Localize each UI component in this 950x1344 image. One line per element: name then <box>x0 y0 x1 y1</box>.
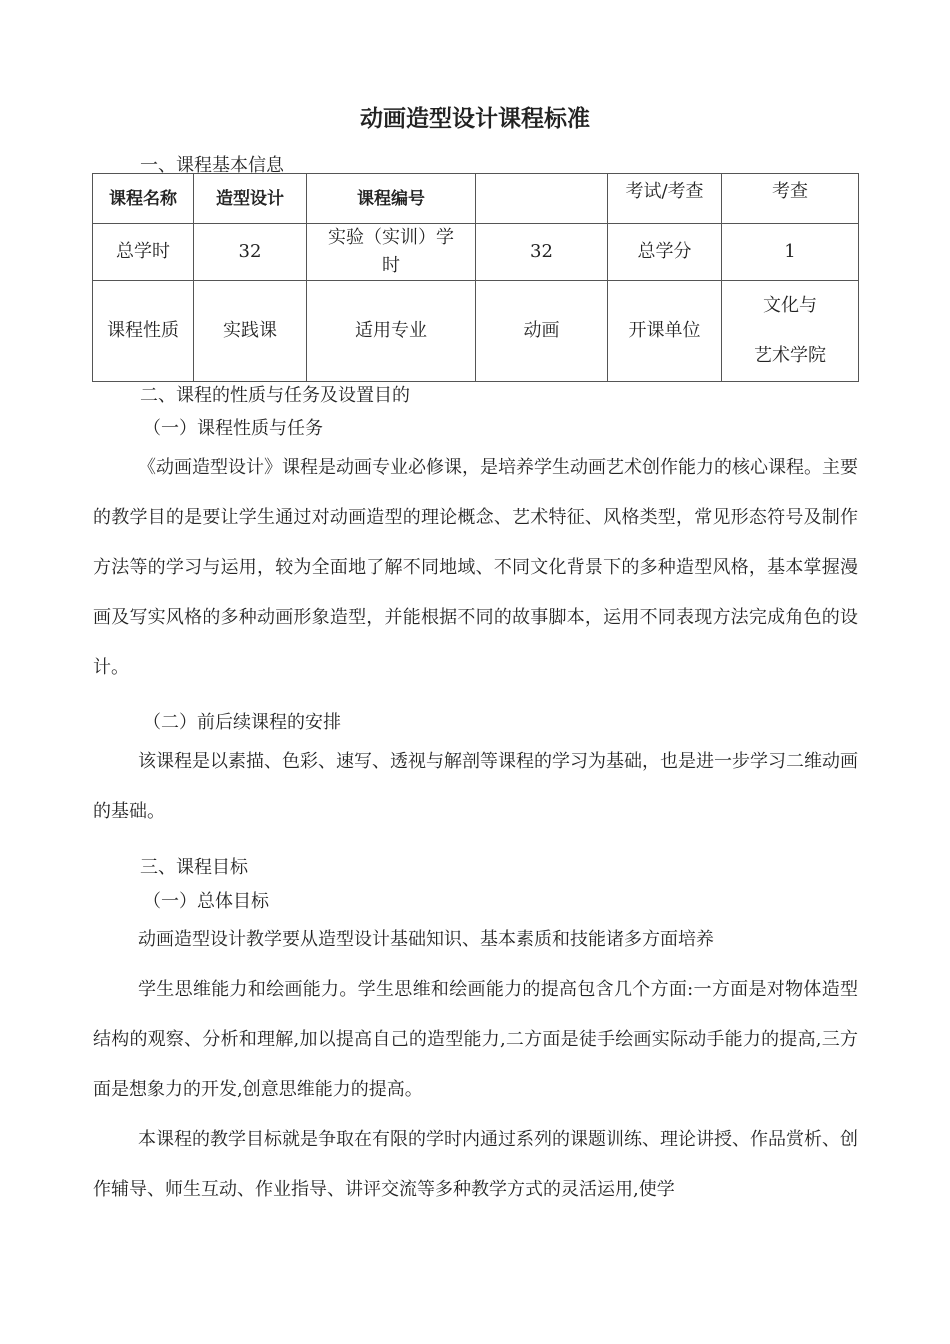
table-cell: 动画 <box>476 281 608 382</box>
subsection-nature-task: （一）课程性质与任务 <box>143 418 323 439</box>
paragraph-teaching-goal: 本课程的教学目标就是争取在有限的学时内通过系列的课题训练、理论讲授、作品赏析、创作辅导、师生互动、作业指导、讲评交流等多种教学方式的灵活运用,使学 <box>93 1129 858 1200</box>
table-cell: 实验（实训）学时 <box>307 224 476 281</box>
course-info-table <box>92 173 859 382</box>
table-cell: 考试/考查 <box>608 174 722 224</box>
paragraph-course-nature: 《动画造型设计》课程是动画专业必修课，是培养学生动画艺术创作能力的核心课程。主要的教学目的是要让学生通过对动画造型的理论概念、艺术特征、风格类型，常见形态符号及制作方法等的学习与运用，较为全面地了解不同地域、不同文化背景下的多种造型风格，基本掌握漫画及写实风格的多种动画形象造型，并能根据不同的故事脚本，运用不同表现方法完成角色的设计。 <box>93 457 858 678</box>
table-cell: 课程性质 <box>93 281 194 382</box>
table-cell: 课程编号 <box>307 174 476 224</box>
table-cell: 课程名称 <box>93 174 194 224</box>
table-row <box>93 174 859 224</box>
table-cell: 总学分 <box>608 224 722 281</box>
table-cell: 32 <box>476 224 608 281</box>
table-cell: 适用专业 <box>307 281 476 382</box>
paragraph-prerequisites: 该课程是以素描、色彩、速写、透视与解剖等课程的学习为基础，也是进一步学习二维动画的基础。 <box>93 751 858 822</box>
subsection-prerequisites: （二）前后续课程的安排 <box>143 712 341 733</box>
table-row <box>93 224 859 281</box>
cell-line: 艺术学院 <box>754 345 826 366</box>
page-title: 动画造型设计课程标准 <box>360 106 590 132</box>
paragraph-ability: 学生思维能力和绘画能力。学生思维和绘画能力的提高包含几个方面:一方面是对物体造型结构的观察、分析和理解,加以提高自己的造型能力,二方面是徒手绘画实际动手能力的提高,三方面是想象力的开发,创意思维能力的提高。 <box>93 979 858 1100</box>
table-cell: 造型设计 <box>194 174 307 224</box>
paragraph-goal-intro: 动画造型设计教学要从造型设计基础知识、基本素质和技能诸多方面培养 <box>138 929 714 950</box>
table-cell <box>476 174 608 224</box>
table-cell: 开课单位 <box>608 281 722 382</box>
table-cell: 1 <box>722 224 859 281</box>
cell-line: 文化与 <box>763 295 817 316</box>
section-basic-info-heading: 一、课程基本信息 <box>140 155 284 176</box>
table-cell: 32 <box>194 224 307 281</box>
section-objectives-heading: 三、课程目标 <box>140 857 248 878</box>
table-row <box>93 281 859 382</box>
table-cell: 考查 <box>722 174 859 224</box>
table-cell: 总学时 <box>93 224 194 281</box>
table-cell: 实践课 <box>194 281 307 382</box>
subsection-overall-goal: （一）总体目标 <box>143 891 269 912</box>
table-cell <box>722 281 859 382</box>
section-nature-heading: 二、课程的性质与任务及设置目的 <box>140 385 410 406</box>
